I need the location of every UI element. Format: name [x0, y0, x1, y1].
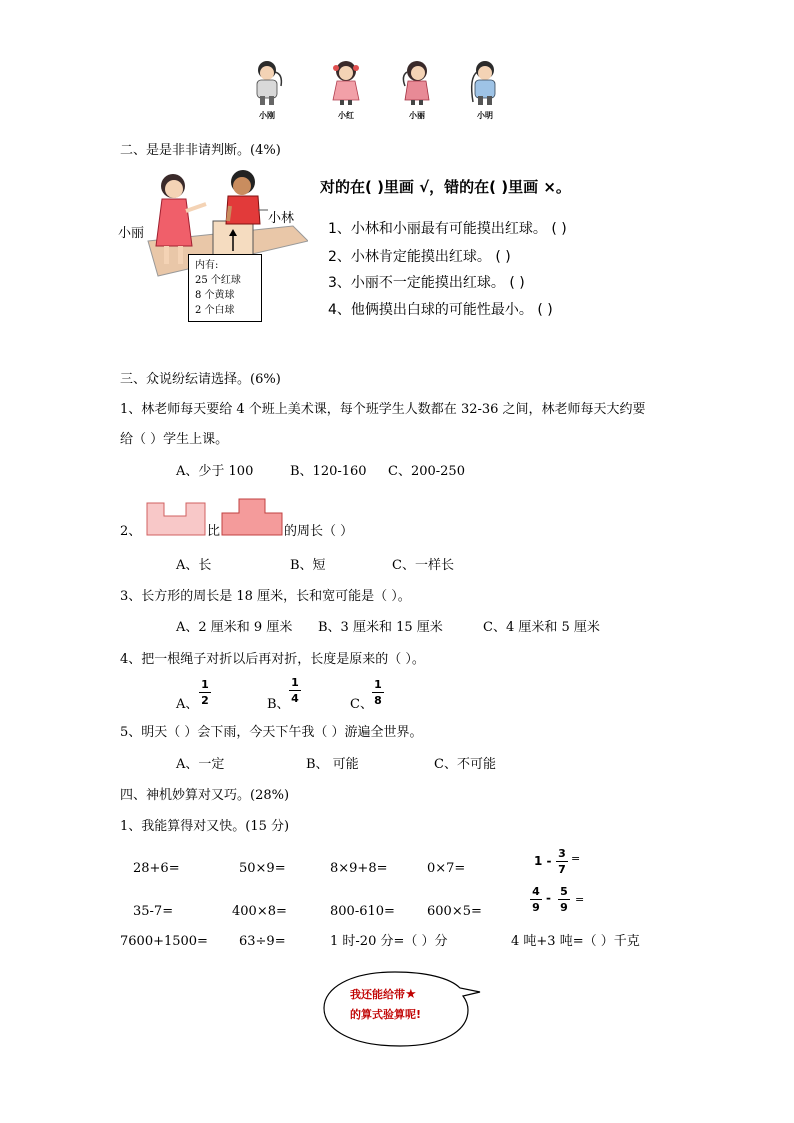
bubble-line-2: 的算式验算呢! — [350, 1008, 422, 1021]
q5-option-a: A、一定 — [176, 757, 225, 772]
calc-item: 1 时-20 分=（ ）分 — [330, 934, 448, 949]
fraction-expression-1-lead: 1 - — [534, 854, 552, 868]
calc-item: 7600+1500= — [120, 934, 208, 949]
q2-option-b: B、短 — [290, 558, 326, 573]
bubble-text: 我还能给带 — [350, 988, 405, 1001]
section-2-heading: 二、是是非非请判断。(4%) — [120, 143, 281, 158]
judge-item-1: 1、小林和小丽最有可能摸出红球。 ( ) — [328, 221, 567, 237]
fraction-denominator: 9 — [560, 901, 568, 914]
judge-item-3: 3、小丽不一定能摸出红球。 ( ) — [328, 275, 525, 291]
kid-figure-3 — [392, 60, 442, 121]
fraction-denominator: 9 — [532, 901, 540, 914]
fraction-expression-1-equals: = — [571, 852, 581, 865]
figure-label-xiaoli: 小丽 — [118, 226, 145, 241]
box-line: 8 个黄球 — [195, 290, 235, 301]
fraction-denominator: 8 — [374, 694, 382, 707]
q5-option-c: C、不可能 — [434, 757, 496, 772]
q2-option-c: C、一样长 — [392, 558, 454, 573]
calc-item: 35-7= — [133, 904, 174, 919]
q3-option-b: B、3 厘米和 15 厘米 — [318, 620, 443, 635]
section-4-sub-1: 1、我能算得对又快。(15 分) — [120, 819, 290, 834]
calc-item: 4 吨+3 吨=（ ）千克 — [511, 934, 640, 949]
q4-option-c-fraction — [372, 679, 384, 706]
fraction-expression-2-operator: - — [546, 891, 551, 905]
kid-name: 小丽 — [409, 110, 425, 120]
fraction-expression-1 — [556, 848, 568, 875]
figure-label-xiaolin: 小林 — [268, 211, 295, 226]
box-line: 2 个白球 — [195, 305, 235, 316]
fraction-denominator: 2 — [201, 694, 209, 707]
q4-option-a-fraction — [199, 679, 211, 706]
calc-item: 800-610= — [330, 904, 395, 919]
q4-option-a-label: A、 — [176, 697, 199, 712]
kid-figure-1 — [242, 60, 292, 121]
q4-text: 4、把一根绳子对折以后再对折，长度是原来的（ ）。 — [120, 652, 425, 667]
box-line: 25 个红球 — [195, 275, 241, 286]
bubble-line-1 — [350, 986, 417, 1002]
q4-option-b-fraction — [289, 677, 301, 704]
star-icon: ★ — [405, 987, 417, 1002]
notched-rectangle-shape — [146, 502, 206, 536]
box-line: 内有: — [195, 260, 219, 271]
section-4-heading: 四、神机妙算对又巧。(28%) — [120, 788, 290, 803]
q3-option-a: A、2 厘米和 9 厘米 — [176, 620, 293, 635]
q5-option-b: B、 可能 — [306, 757, 359, 772]
section-3-heading: 三、众说纷纭请选择。(6%) — [120, 372, 281, 387]
fraction-expression-2-first — [530, 886, 542, 913]
q3-option-c: C、4 厘米和 5 厘米 — [483, 620, 600, 635]
calc-item: 0×7= — [427, 861, 466, 876]
ball-draw-figure — [118, 166, 308, 326]
judge-item-4: 4、他俩摸出白球的可能性最小。 ( ) — [328, 302, 553, 318]
girl-on-phone-icon — [326, 60, 366, 106]
q1-option-c: C、200-250 — [388, 464, 465, 479]
q3-text: 3、长方形的周长是 18 厘米，长和宽可能是（ ）。 — [120, 589, 411, 604]
fraction-numerator: 1 — [374, 678, 382, 691]
q1-line-2: 给（ ）学生上课。 — [120, 432, 229, 447]
q1-line-1: 1、林老师每天要给 4 个班上美术课，每个班学生人数都在 32-36 之间，林老师每天大约要 — [120, 402, 646, 417]
q1-option-b: B、120-160 — [290, 464, 367, 479]
q2-prefix: 2、 — [120, 524, 142, 539]
fraction-denominator: 7 — [558, 863, 566, 876]
kid-name: 小明 — [477, 110, 493, 120]
calc-item: 63÷9= — [239, 934, 286, 949]
fraction-denominator: 4 — [291, 692, 299, 705]
fraction-numerator: 1 — [201, 678, 209, 691]
calc-item: 28+6= — [133, 861, 180, 876]
kid-figure-4 — [460, 60, 510, 121]
girl-on-phone-icon — [397, 60, 437, 106]
q2-option-a: A、长 — [176, 558, 212, 573]
q4-option-b-label: B、 — [267, 697, 290, 712]
q2-compare-word: 比 — [207, 524, 221, 539]
fraction-expression-2-second — [558, 886, 570, 913]
fraction-numerator: 4 — [532, 885, 540, 898]
judge-instruction: 对的在( )里画 √，错的在( )里画 ×。 — [320, 178, 571, 196]
calc-item: 400×8= — [232, 904, 287, 919]
calc-item: 8×9+8= — [330, 861, 388, 876]
boy-on-phone-icon — [465, 60, 505, 106]
stepped-rectangle-shape — [221, 498, 283, 536]
q1-option-a: A、少于 100 — [176, 464, 254, 479]
kid-name: 小刚 — [259, 110, 275, 120]
fraction-numerator: 1 — [291, 676, 299, 689]
q4-option-c-label: C、 — [350, 697, 373, 712]
kid-figure-2 — [321, 60, 371, 121]
calc-item: 600×5= — [427, 904, 482, 919]
q2-suffix: 的周长（ ） — [284, 524, 354, 539]
ball-contents-box — [188, 254, 262, 322]
kid-name: 小红 — [338, 110, 354, 120]
judge-item-2: 2、小林肯定能摸出红球。 ( ) — [328, 249, 511, 265]
fraction-expression-2-equals: = — [575, 893, 585, 906]
calc-item: 50×9= — [239, 861, 286, 876]
fraction-numerator: 3 — [558, 847, 566, 860]
fraction-numerator: 5 — [560, 885, 568, 898]
q5-text: 5、明天（ ）会下雨，今天下午我（ ）游遍全世界。 — [120, 725, 423, 740]
boy-on-phone-icon — [247, 60, 287, 106]
